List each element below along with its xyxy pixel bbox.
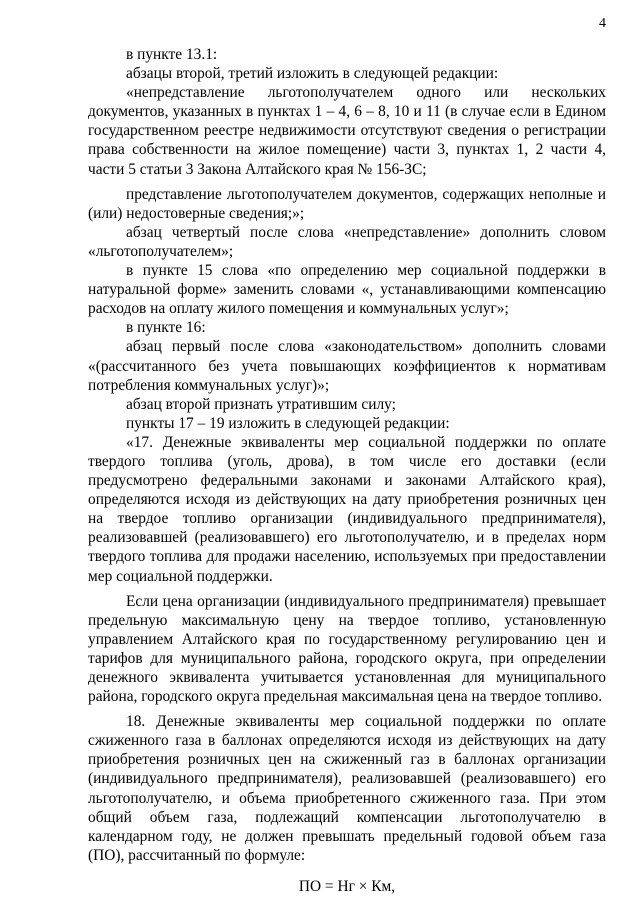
paragraph-11: «17. Денежные эквиваленты мер социальной поддержки по оплате твердого топлива (уголь, дрова), в том числе его доставки (если предусмотрено федеральными законами и законами Алтайского края), определяются исходя из действующих на дату приобретения розничных цен на твердое топливо организации (индивидуального предпринимателя), реализовавшей (реализовавшего) его льготополучателю, и в пределах норм твердого топлива для продажи населению, используемых при предоставлении мер социальной поддержки.: [88, 433, 606, 585]
paragraph-12: Если цена организации (индивидуального предпринимателя) превышает предельную максимальную цену на твердое топливо, установленную управлением Алтайского края по государственному регулированию цен и тарифов для муниципального района, городского округа, при определении денежного эквивалента учитывается установленная для муниципального района, городского округа предельная максимальная цена на твердое топливо.: [88, 592, 606, 706]
page-number: 4: [599, 16, 606, 31]
paragraph-2: абзацы второй, третий изложить в следующей редакции:: [126, 65, 499, 83]
paragraph-6: в пункте 15 слова «по определению мер социальной поддержки в натуральной форме» заменить словами «, устанавливающими компенсацию расходов на оплату жилого помещения и коммунальных услуг»;: [88, 262, 606, 318]
paragraph-8: абзац первый после слова «законодательством» дополнить словами «(рассчитанного без учета повышающих коэффициентов к нормативам потребления коммунальных услуг)»;: [88, 338, 606, 394]
paragraph-3: «непредставление льготополучателем одного или нескольких документов, указанных в пунктах 1 – 4, 6 – 8, 10 и 11 (в случае если в Едином государственном реестре недвижимости отсутствуют сведения о регистрации права собственности на жилое помещение) части 3, пунктах 1, 2 части 4, части 5 статьи 3 Закона Алтайского края № 156-ЗС;: [88, 84, 606, 178]
document-body: [88, 45, 606, 896]
paragraph-13: 18. Денежные эквиваленты мер социальной поддержки по оплате сжиженного газа в баллонах определяются исходя из действующих на дату приобретения розничных цен на сжиженный газ в баллонах организации (индивидуального предпринимателя), реализовавшей (реализовавшего) его льготополучателю, и объема приобретенного сжиженного газа. При этом общий объем газа, подлежащий компенсации льготополучателю в календарном году, не должен превышать предельный годовой объем газа (ПО), рассчитанный по формуле:: [88, 713, 606, 864]
paragraph-7: в пункте 16:: [126, 319, 206, 337]
paragraph-10: пункты 17 – 19 изложить в следующей редакции:: [126, 414, 450, 432]
paragraph-1: в пункте 13.1:: [126, 46, 218, 63]
paragraph-5: абзац четвертый после слова «непредставление» дополнить словом «льготополучателем»;: [88, 223, 606, 260]
paragraph-9: абзац второй признать утратившим силу;: [126, 395, 396, 413]
paragraph-4: представление льготополучателем документов, содержащих неполные и (или) недостоверные сведения;»;: [88, 185, 606, 222]
formula: ПО = Нг × Км,: [298, 877, 396, 895]
